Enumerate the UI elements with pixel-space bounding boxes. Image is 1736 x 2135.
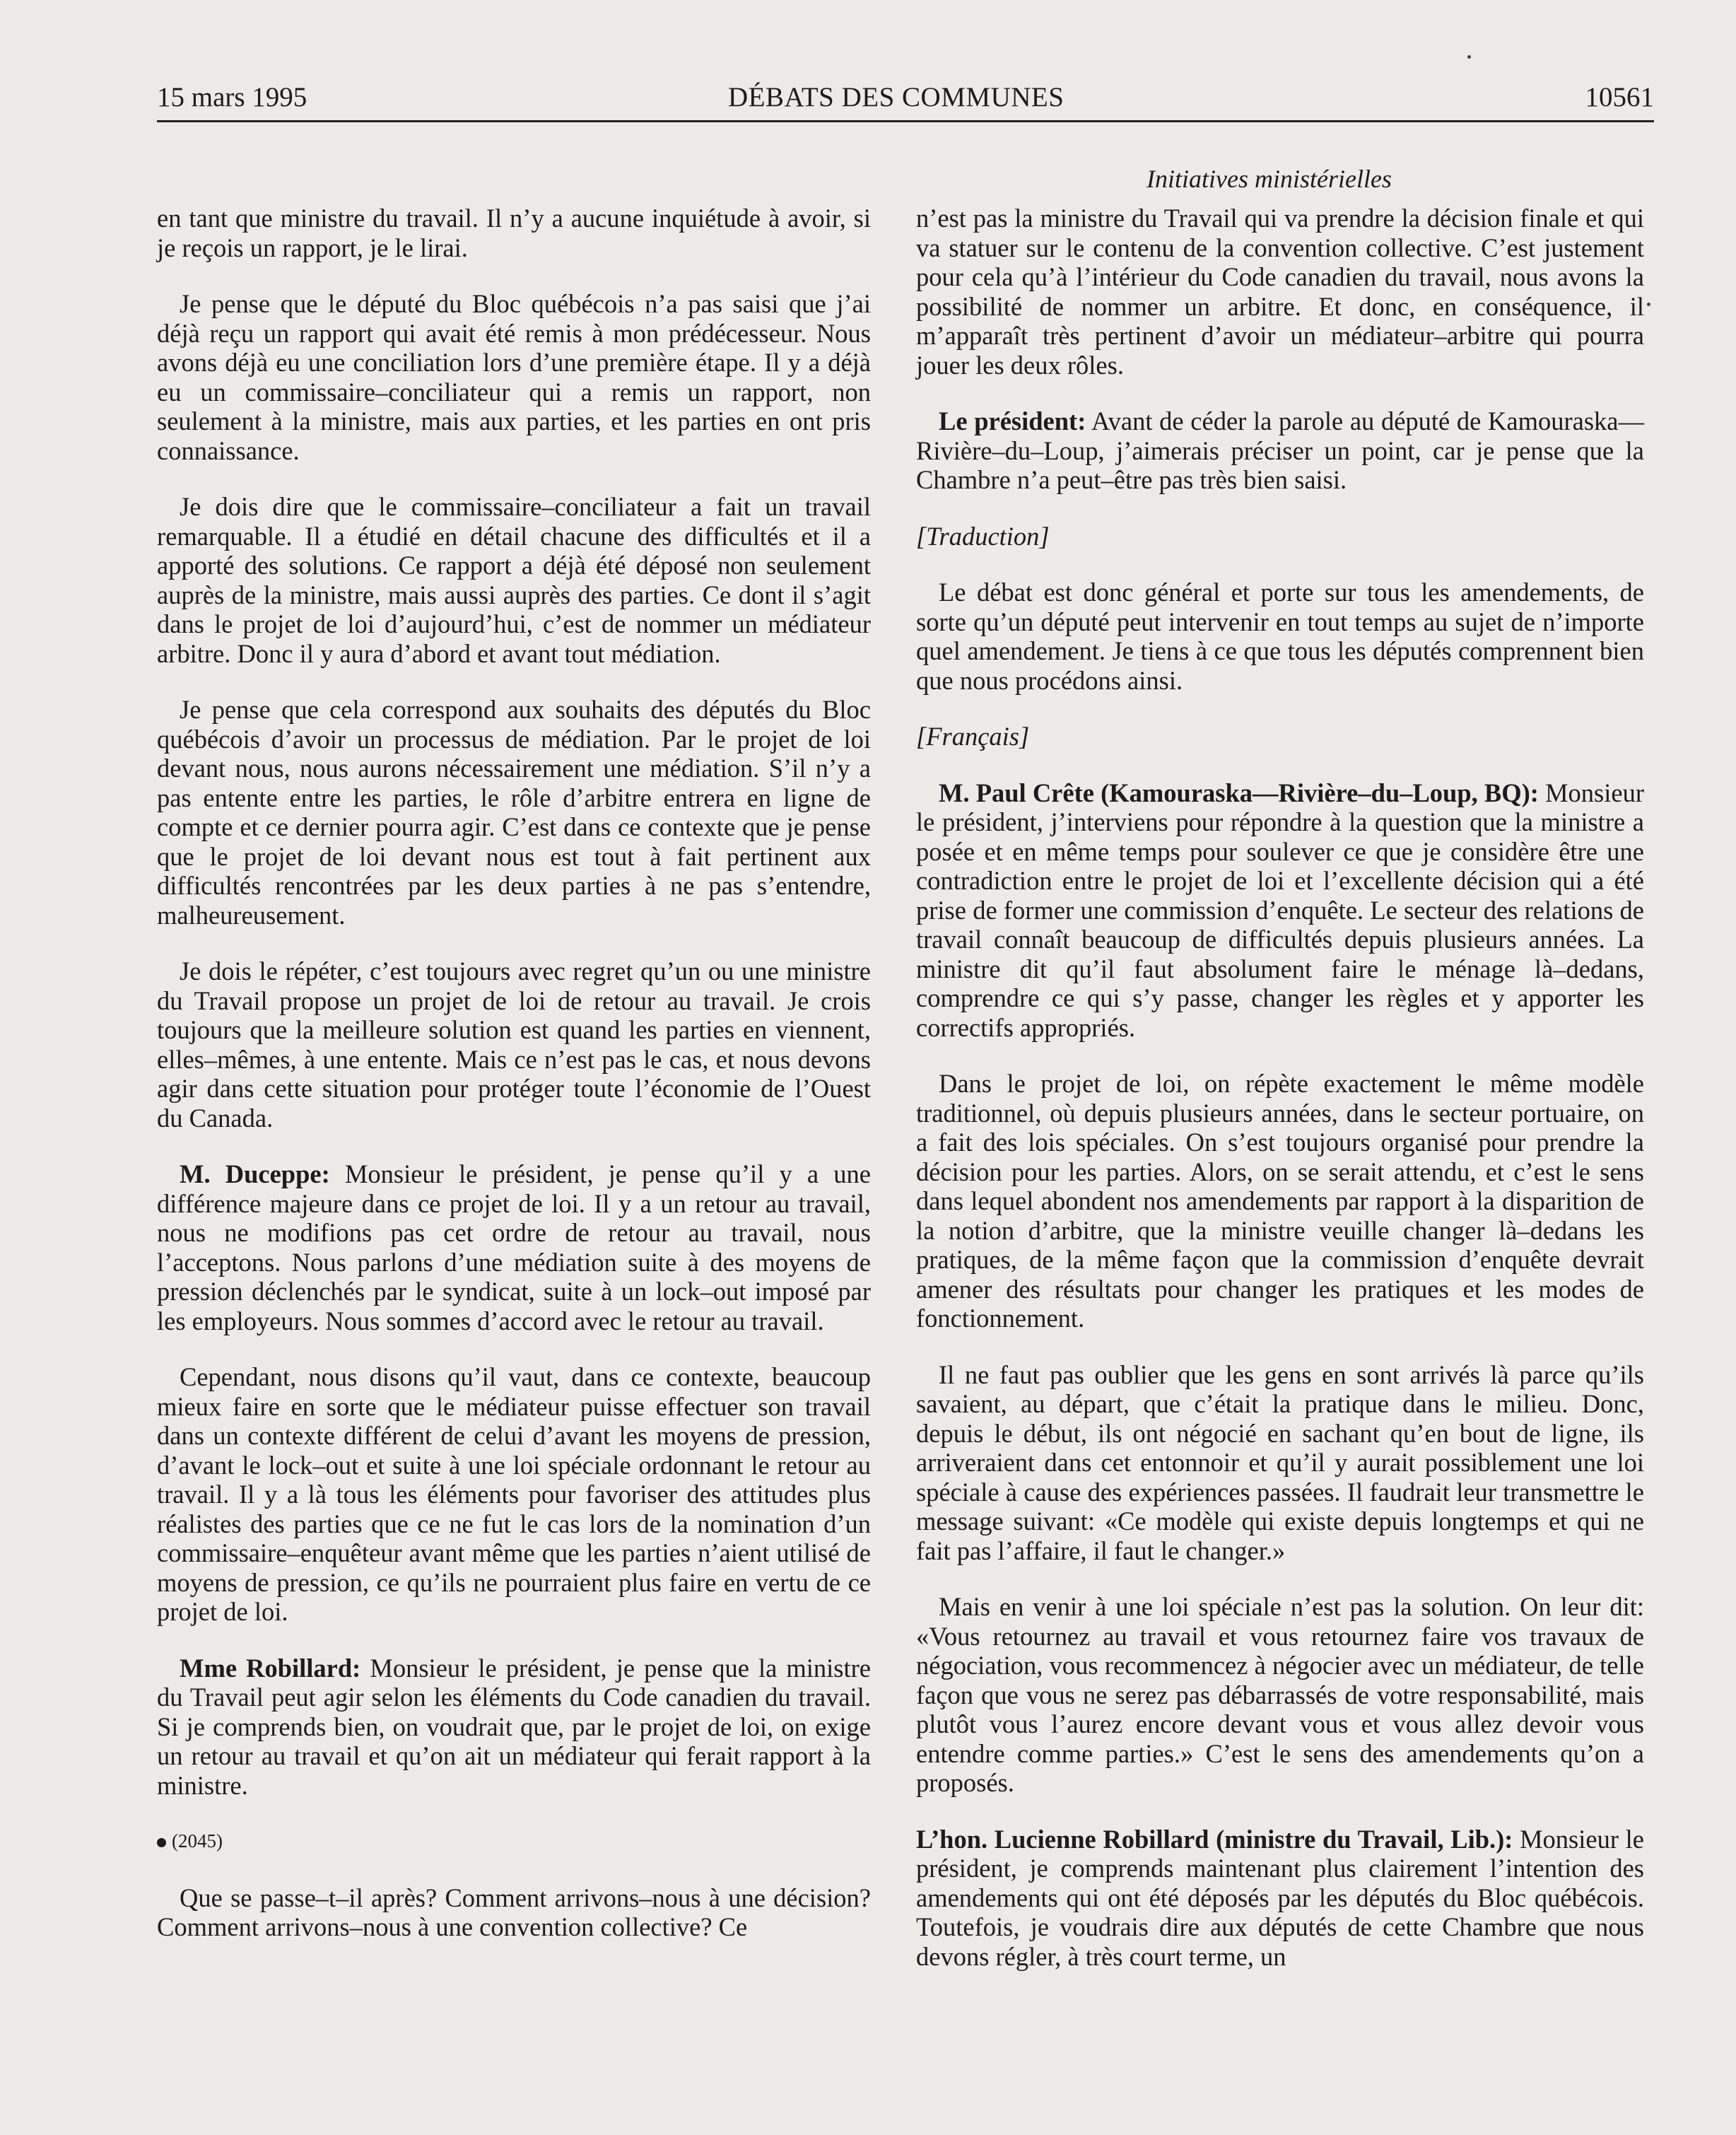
speech-paragraph bbox=[157, 1654, 871, 1801]
time-marker-text: (2045) bbox=[172, 1830, 223, 1852]
speech-text: Monsieur le président, je pense que la ministre du Travail peut agir selon les éléments du Code canadien du travail. Si je comprends bien, on voudrait que, par le projet de loi, on exige un retour au travail et qu’on ait un médiateur qui ferait rapport à la ministre. bbox=[157, 1653, 871, 1800]
speech-text: Monsieur le président, je comprends maintenant plus clairement l’intention des amendements qui ont été déposés par les députés du Bloc québécois. Toutefois, je voudrais dire aux députés de cette Chambre que nous devons régler, à très court terme, un bbox=[916, 1824, 1644, 1971]
paragraph: Il ne faut pas oublier que les gens en sont arrivés là parce qu’ils savaient, au départ, que c’était la pratique dans le milieu. Donc, depuis le début, ils ont négocié en sachant qu’en bout de ligne, ils arriveraient dans cet entonnoir et qu’il y aurait possiblement une loi spéciale à cause des expériences passées. Il faudrait leur transmettre le message suivant: «Ce modèle qui existe depuis longtemps et qui ne fait pas l’affaire, il faut le changer.» bbox=[916, 1359, 1644, 1565]
speech-paragraph bbox=[916, 1825, 1644, 1972]
speech-text: Monsieur le président, je pense qu’il y a une différence majeure dans ce projet de loi. Il y a un retour au travail, nous ne modifions pas cet ordre de retour au travail, nous l’acceptons. Nous parlons d’une médiation suite à des moyens de pression déclenchés par le syndicat, suite à un lock–out imposé par les employeurs. Nous sommes d’accord avec le retour au travail. bbox=[157, 1159, 871, 1335]
header-page-number: 10561 bbox=[1585, 82, 1654, 112]
paragraph: Je pense que le député du Bloc québécois n’a pas saisi que j’ai déjà reçu un rapport qui avait été remis à mon prédécesseur. Nous avons déjà eu une conciliation lors d’une première étape. Il y a déjà eu un commissaire–conciliateur qui a remis un rapport, non seulement à la ministre, mais aux parties, et les parties en ont pris connaissance. bbox=[157, 289, 871, 465]
bullet-icon bbox=[157, 1838, 166, 1847]
paragraph: Cependant, nous disons qu’il vaut, dans ce contexte, beaucoup mieux faire en sorte que le médiateur puisse effectuer son travail dans un contexte différent de celui d’avant les moyens de pression, d’avant le lock–out et suite à une loi spéciale ordonnant le retour au travail. Il y a là tous les éléments pour favoriser des attitudes plus réalistes des parties que ce ne fut le cas lors de la nomination d’un commissaire–enquêteur avant même que les parties n’aient utilisé de moyens de pression, ce qu’ils ne pourraient plus faire en vertu de ce projet de loi. bbox=[157, 1362, 871, 1626]
paragraph: Que se passe–t–il après? Comment arrivons–nous à une décision? Comment arrivons–nous à une convention collective? Ce bbox=[157, 1883, 871, 1941]
paragraph: n’est pas la ministre du Travail qui va prendre la décision finale et qui va statuer sur le contenu de la convention collective. C’est justement pour cela qu’à l’intérieur du Code canadien du travail, nous avons la possibilité de nommer un arbitre. Et donc, en conséquence, il m’apparaît très pertinent d’avoir un médiateur–arbitre qui pourra jouer les deux rôles. bbox=[916, 204, 1644, 380]
paragraph: Je dois le répéter, c’est toujours avec regret qu’un ou une ministre du Travail propose un projet de loi de retour au travail. Je crois toujours que la meilleure solution est quand les parties en viennent, elles–mêmes, à une entente. Mais ce n’est pas le cas, et nous devons agir dans cette situation pour protéger toute l’économie de l’Ouest du Canada. bbox=[157, 957, 871, 1133]
right-column bbox=[916, 204, 1644, 1998]
running-head: Initiatives ministérielles bbox=[1146, 165, 1392, 193]
paragraph: Le débat est donc général et porte sur tous les amendements, de sorte qu’un député peut intervenir en tout temps au sujet de n’importe quel amendement. Je tiens à ce que tous les députés comprennent bien que nous procédons ainsi. bbox=[916, 578, 1644, 695]
header-rule bbox=[157, 120, 1654, 122]
paragraph: Mais en venir à une loi spéciale n’est pas la solution. On leur dit: «Vous retournez au travail et vous retournez faire vos travaux de négociation, vous recommencez à négocier avec un médiateur, de telle façon que vous ne serez pas débarrassés de votre responsabilité, mais plutôt vous l’aurez encore devant vous et vous allez devoir vous entendre comme parties.» C’est le sens des amendements qu’on a proposés. bbox=[916, 1592, 1644, 1797]
paragraph: Dans le projet de loi, on répète exactement le même modèle traditionnel, où depuis plusieurs années, dans le secteur portuaire, on a fait des lois spéciales. On s’est toujours organisé pour prendre la décision pour les parties. Alors, on se serait attendu, et c’est le sens dans lequel abondent nos amendements par rapport à la disparition de la notion d’arbitre, que la ministre veuille changer là–dedans les pratiques, de la même façon que la commission d’enquête devrait amener des résultats pour changer les pratiques et les modes de fonctionnement. bbox=[916, 1069, 1644, 1333]
header-title: DÉBATS DES COMMUNES bbox=[728, 82, 1065, 112]
speaker-name: Mme Robillard: bbox=[180, 1653, 361, 1683]
time-marker bbox=[157, 1827, 871, 1856]
language-tag: [Traduction] bbox=[916, 521, 1050, 551]
speaker-name: M. Duceppe: bbox=[180, 1159, 330, 1188]
speaker-name: L’hon. Lucienne Robillard (ministre du Travail, Lib.): bbox=[916, 1824, 1513, 1854]
page-header bbox=[157, 81, 1654, 118]
speaker-name: Le président: bbox=[939, 406, 1086, 435]
speech-paragraph bbox=[916, 778, 1644, 1043]
language-tag: [Français] bbox=[916, 722, 1030, 751]
speech-paragraph bbox=[157, 1159, 871, 1335]
paragraph: Je dois dire que le commissaire–conciliateur a fait un travail remarquable. Il a étudié en détail chacune des difficultés et il a apporté des solutions. Ce rapport a déjà été déposé non seulement auprès de la ministre, mais aussi auprès des parties. Ce dont il s’agit dans le projet de loi d’aujourd’hui, c’est de nommer un médiateur arbitre. Donc il y aura d’abord et avant tout médiation. bbox=[157, 492, 871, 668]
speech-paragraph bbox=[916, 406, 1644, 495]
left-column bbox=[157, 204, 871, 1969]
speech-text: Avant de céder la parole au député de Kamouraska—Rivière–du–Loup, j’aimerais préciser un point, car je pense que la Chambre n’a peut–être pas très bien saisi. bbox=[916, 406, 1645, 494]
scan-speck bbox=[1467, 55, 1471, 59]
paragraph: Je pense que cela correspond aux souhaits des députés du Bloc québécois d’avoir un processus de médiation. Par le projet de loi devant nous, nous aurons nécessairement une médiation. S’il n’y a pas entente entre les parties, le rôle d’arbitre entrera en ligne de compte et ce dernier pourra agir. C’est dans ce contexte que je pense que le projet de loi devant nous est tout à fait pertinent aux difficultés rencontrées par les deux parties à ne pas s’entendre, malheureusement. bbox=[157, 695, 871, 930]
speaker-name: M. Paul Crête (Kamouraska—Rivière–du–Loup, BQ): bbox=[939, 778, 1539, 807]
speech-text: Monsieur le président, j’interviens pour répondre à la question que la ministre a posée et en même temps pour soulever ce que je considère être une contradiction entre le projet de loi et l’excellente décision qui a été prise de former une commission d’enquête. Le secteur des relations de travail connaît beaucoup de difficultés depuis plusieurs années. La ministre dit qu’il faut absolument faire le ménage là–dedans, comprendre ce qui s’y passe, changer les règles et y apporter les correctifs appropriés. bbox=[916, 778, 1644, 1042]
scan-speck bbox=[1647, 303, 1650, 306]
paragraph: en tant que ministre du travail. Il n’y a aucune inquiétude à avoir, si je reçois un rapport, je le lirai. bbox=[157, 204, 871, 262]
header-date: 15 mars 1995 bbox=[157, 82, 307, 112]
